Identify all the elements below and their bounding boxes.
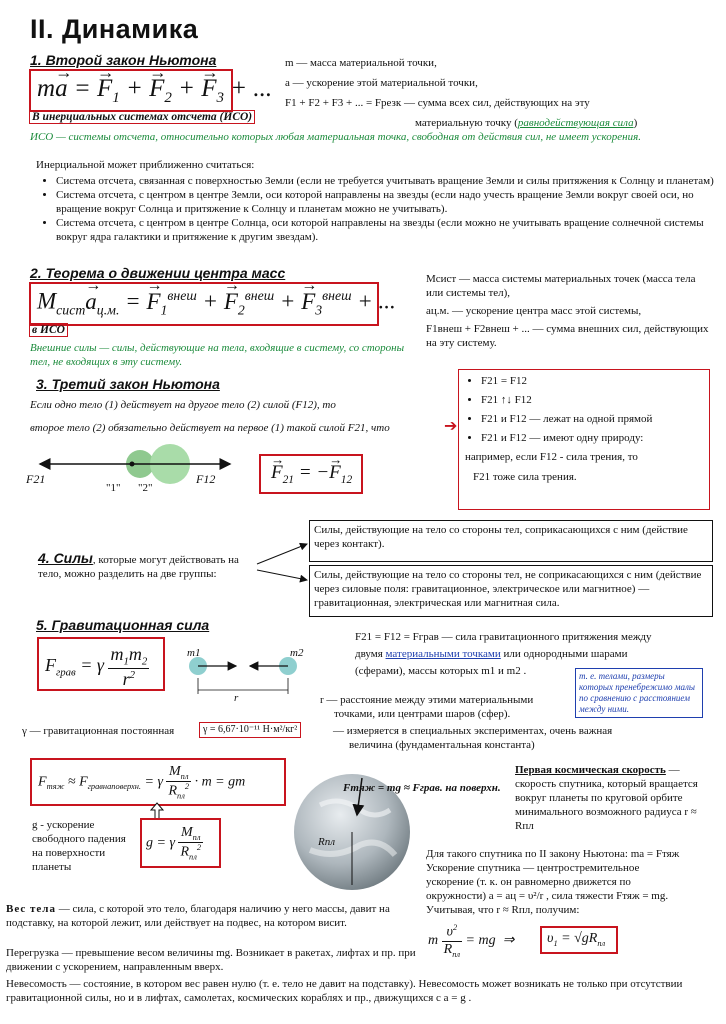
r-definition: r — расстояние между этими материальными точками, или центрами шаров (сфер). [320, 694, 534, 720]
def-a: a — ускорение этой материальной точки, [285, 77, 478, 89]
overload-def [6, 946, 426, 974]
list-item: • Система отсчета, связанная с поверхностью Земли (если не требуется учитывать вращение Земли и силы притяжения к Солнцу и планетам) [56, 174, 716, 188]
newton2-formula-box [29, 69, 273, 112]
weight-term: Вес тела [6, 903, 56, 915]
forces-group-2: Силы, действующие на тело со стороны тел, не соприкасающихся с ним (действие через силовые поля: гравитационное, электрическое или магнитное) — гравитационная, электрическая или магнитная сила. [309, 565, 713, 617]
rpl-label: Rпл [318, 836, 336, 848]
newton2-formula: m→ a = → $F_1$ + → $F_2$ + → $F_3$ + ... [37, 75, 272, 107]
body1-label: "1" [106, 482, 121, 494]
list-item: • Система отсчета, с центром в центре Земли, оси которой направлены на звезды (если надо учесть вращение Земли вокруг своей оси, но вращение вокруг Солнца и притяжение к Солнцу и планетам можно не учитывать). [56, 188, 716, 216]
def-sum-2: материальную точку (равнодействующая сила) [415, 117, 638, 129]
def-m: m — масса материальной точки, [285, 57, 437, 69]
list-item: • F21 и F12 — лежат на одной прямой [481, 412, 703, 426]
section-2-heading: 2. Теорема о движении центра масс [30, 265, 286, 281]
example-2: F21 тоже сила трения. [473, 471, 577, 483]
def-msys: Mсист — масса системы материальных точек (масса тела или системы тел), [426, 273, 696, 299]
list-item: • F21 и F12 — имеют одну природу: [481, 431, 703, 445]
first-cosmic-formula-box [540, 926, 618, 954]
example-1: например, если F12 - сила трения, то [465, 451, 638, 463]
page-title: II. Динамика [30, 14, 199, 44]
m1-label: m1 [187, 647, 201, 659]
g-definition: g - ускорение свободного падения на поверхности планеты [32, 819, 126, 873]
body2-label: "2" [138, 482, 153, 494]
weight-def [6, 902, 426, 930]
gamma-desc: — измеряется в специальных экспериментах, очень важная величина (фундаментальная константа) [333, 725, 613, 751]
iso-tag-2: в ИСО [29, 323, 68, 337]
material-point-note: т. е. телами, размеры которых пренебрежимо малы по сравнению с расстоянием между ними. [575, 668, 703, 718]
gravity-description: F21 = F12 = Fграв — сила гравитационного притяжения между двумя материальными точками или однородными шарами (сферами), массы которых m1 и m2 . [355, 631, 652, 677]
weightlessness-text: — состояние, в котором вес равен нулю (т. е. тело не давит на подставку). Невесомость может возникать не только при отсутствии гравитационной силы, но и в лифтах, самолетах, космических кораблях и пр., движущихся с a = g . [6, 978, 683, 1004]
section-4 [38, 551, 263, 581]
cosmic-velocity [515, 763, 710, 833]
newton3-formula: → $F_{21}$ = −→ $F_{12}$ [271, 462, 352, 486]
list-item: • Система отсчета, с центром в центре Солнца, оси которой направлены на звезды (если можно не учитывать вращение солнечной системы вокруг ядра галактики и притяжение к другим звездам). [56, 216, 716, 244]
external-forces-def: Внешние силы — силы, действующие на тела, входящие в систему, со стороны тел, не входящих в эту систему. [30, 342, 405, 368]
s1-definitions [285, 56, 715, 130]
def-sum: F1 + F2 + F3 + ... = Fрезк — сумма всех сил, действующих на эту [285, 97, 590, 109]
section-4-arrows [255, 530, 315, 590]
gamma-value: γ = 6,67·10⁻¹¹ Н·м²/кг² [199, 722, 301, 738]
arrow-right-icon: ➔ [444, 418, 458, 435]
m2-label: m2 [290, 647, 304, 659]
g-formula-box [140, 818, 221, 868]
section-1-heading: 1. Второй закон Ньютона [30, 52, 217, 68]
r-label: r [234, 692, 239, 704]
gamma-label: γ — гравитационная постоянная [22, 725, 175, 737]
overload-text: — превышение весом величины mg. Возникает в ракетах, лифтах и пр. при движении с ускорением, направленным вверх. [6, 947, 416, 973]
forces-group-1: Силы, действующие на тело со стороны тел, соприкасающихся с ним (действие через контакт). [309, 520, 713, 562]
weightlessness-def [6, 977, 718, 1005]
iso-tag-1: В инерциальных системах отсчета (ИСО) [29, 110, 255, 124]
com-formula: $M_{сист}\to a_{ц.м.}$ = → $F_1^{внеш}$ + → $F_2^{внеш}$ + → $F_3^{внеш}$ + ... [37, 288, 396, 318]
gravity-formula-box [37, 637, 165, 691]
iso-intro: Инерциальной может приближенно считаться: [36, 159, 255, 171]
gravity-formula: $F_{грав} = \gamma$ $\frac{m_1m_2}{r^2}$ [45, 644, 148, 689]
weight-formula-box [30, 758, 286, 806]
planet-diagram [290, 760, 420, 895]
weightlessness-term: Невесомость [6, 978, 67, 990]
weight-text: — сила, с которой это тело, благодаря наличию у него массы, давит на подставку, на которой лежит, или действует на подвес, на котором висит. [6, 903, 390, 929]
newton3-text1: Если одно тело (1) действует на другое тело (2) силой (F12), то [30, 399, 336, 411]
iso-definition: ИСО — системы отсчета, относительно которых любая материальная точка, свободная от действия сил, не имеет ускорения. [30, 131, 641, 143]
newton3-properties-box [458, 369, 710, 510]
satellite-derivation: Для такого спутника по II закону Ньютона: ma = Fтяж Ускорение спутника — центростремительное ускорение (т. к. он равномерно движется по окружности) a = aц = υ²/r , сила тяжести Fтяж = mg. Учитывая, что r ≈ Rпл, получим: [426, 848, 680, 916]
f12-label: F12 [196, 472, 216, 486]
com-formula-box [29, 282, 396, 326]
cosmic-text: — скорость спутника, который вращается вокруг планеты по круговой орбите минимального возможного радиуса r ≈ Rпл [515, 764, 698, 832]
section-4-text: , которые могут действовать на тело, можно разделить на две группы: [38, 554, 239, 580]
weight-formula: $F_{тяж} \approx F_{гравнаповерхн.} = \gamma$ $\frac{M_{пл}}{R_{пл}^2}$ · m = gm [38, 764, 246, 801]
first-cosmic-formula: $\upsilon_1 = √gR_{пл}$ [547, 931, 606, 948]
section-4-heading: 4. Силы [38, 550, 93, 566]
s2-definitions [426, 272, 711, 350]
cosmic-title: Первая космическая скорость [515, 764, 666, 776]
def-acm: aц.м. — ускорение центра масс этой системы, [426, 305, 642, 317]
list-item: • F21 ↑↓ F12 [481, 393, 703, 407]
overload-term: Перегрузка [6, 947, 59, 959]
list-item: • F21 = F12 [481, 374, 703, 388]
planet-force-label: Fтяж = mg ≈ Fграв. на поверхн. [343, 782, 501, 794]
iso-bullets [36, 174, 716, 244]
newton3-text2: второе тело (2) обязательно действует на первое (1) такой силой F21, что [30, 422, 390, 434]
section-3-heading: 3. Третий закон Ньютона [36, 376, 220, 392]
satellite-equation: m $\frac{\upsilon^2}{R_{пл}}$ = mg ⇒ [428, 923, 515, 959]
g-formula: g = γ $\frac{M_{пл}}{R_{пл}^2}$ [146, 825, 202, 862]
f21-label: F21 [26, 472, 46, 486]
def-fext: F1внеш + F2внеш + ... — сумма внешних сил, действующих на эту систему. [426, 323, 709, 349]
section-5-heading: 5. Гравитационная сила [36, 617, 210, 633]
newton3-formula-box [259, 454, 363, 494]
